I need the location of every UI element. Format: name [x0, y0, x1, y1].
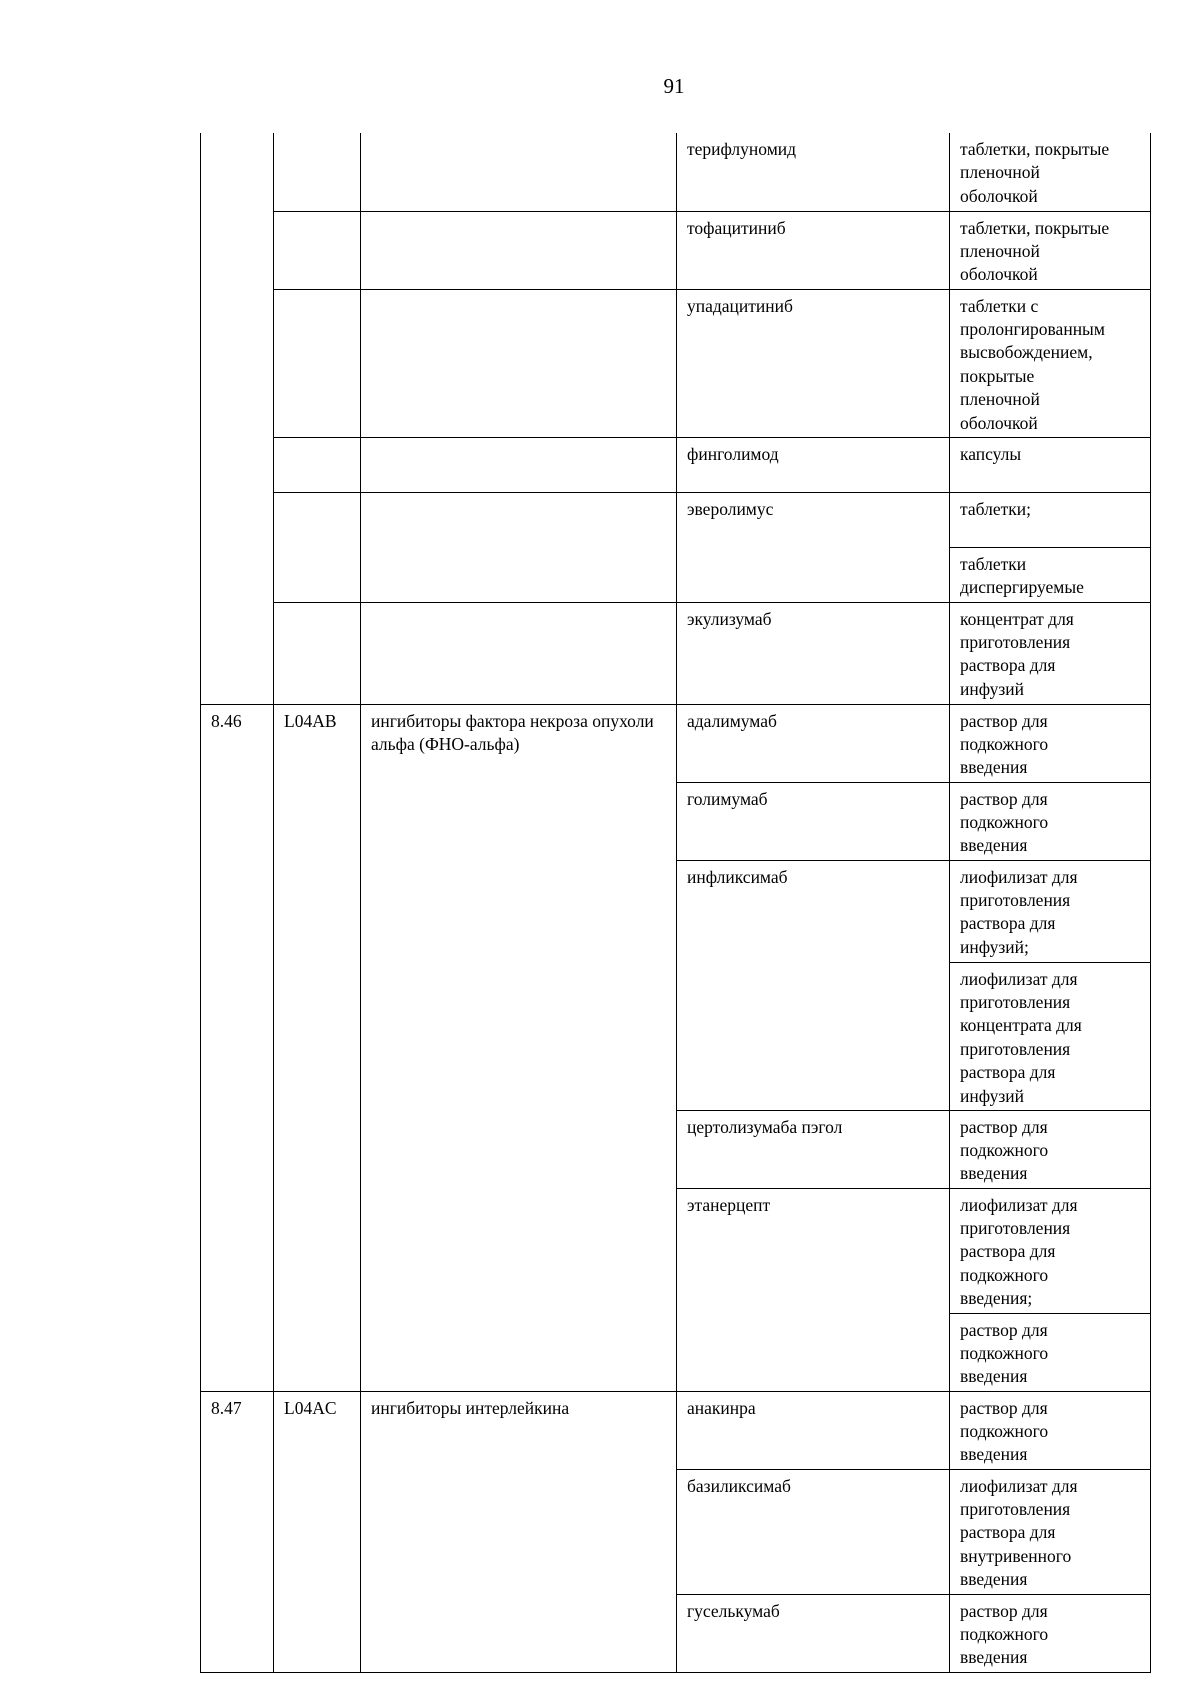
drug-name-cell: гуселькумаб [677, 1594, 950, 1672]
drug-name-cell: эверолимус [677, 492, 950, 602]
drug-name-cell: цертолизумаба пэгол [677, 1110, 950, 1188]
group-name-cell: ингибиторы фактора некроза опухоли альфа (ФНО-альфа) [361, 704, 677, 1391]
atc-code-cell [274, 133, 361, 211]
dosage-form-cell: таблетки диспергируемые [950, 547, 1151, 602]
group-name-cell: ингибиторы интерлейкина [361, 1391, 677, 1672]
atc-code-cell [274, 211, 361, 289]
group-number-cell: 8.47 [201, 1391, 274, 1672]
atc-code-cell: L04AB [274, 704, 361, 1391]
dosage-form-cell: таблетки, покрытые пленочной оболочкой [950, 211, 1151, 289]
dosage-form-cell: лиофилизат для приготовления концентрата для приготовления раствора для инфузий [950, 962, 1151, 1110]
group-number-cell [201, 133, 274, 704]
dosage-form-cell: лиофилизат для приготовления раствора для инфузий; [950, 860, 1151, 962]
atc-code-cell: L04AC [274, 1391, 361, 1672]
dosage-form-cell: раствор для подкожного введения [950, 1594, 1151, 1672]
dosage-form-cell: таблетки, покрытые пленочной оболочкой [950, 133, 1151, 211]
table-row [201, 211, 1151, 289]
group-name-cell [361, 437, 677, 492]
drug-name-cell: инфликсимаб [677, 860, 950, 1110]
group-name-cell [361, 289, 677, 437]
drug-name-cell: экулизумаб [677, 602, 950, 704]
drug-name-cell: тофацитиниб [677, 211, 950, 289]
group-name-cell [361, 133, 677, 211]
dosage-form-cell: раствор для подкожного введения [950, 1391, 1151, 1469]
dosage-form-cell: концентрат для приготовления раствора для инфузий [950, 602, 1151, 704]
drug-name-cell: этанерцепт [677, 1188, 950, 1391]
table-row [201, 437, 1151, 492]
dosage-form-cell: раствор для подкожного введения [950, 1110, 1151, 1188]
dosage-form-cell: лиофилизат для приготовления раствора для внутривенного введения [950, 1469, 1151, 1594]
drug-name-cell: упадацитиниб [677, 289, 950, 437]
table-row [201, 289, 1151, 437]
dosage-form-cell: лиофилизат для приготовления раствора для подкожного введения; [950, 1188, 1151, 1313]
drug-name-cell: терифлуномид [677, 133, 950, 211]
table-row [201, 133, 1151, 211]
dosage-form-cell: таблетки; [950, 492, 1151, 547]
dosage-form-cell: капсулы [950, 437, 1151, 492]
drug-name-cell: адалимумаб [677, 704, 950, 782]
table-row [201, 492, 1151, 547]
drug-name-cell: финголимод [677, 437, 950, 492]
page-number: 91 [663, 74, 685, 98]
atc-code-cell [274, 492, 361, 602]
group-name-cell [361, 492, 677, 602]
table-row [201, 704, 1151, 782]
drug-name-cell: анакинра [677, 1391, 950, 1469]
drug-name-cell: базиликсимаб [677, 1469, 950, 1594]
table-row [201, 602, 1151, 704]
table-row [201, 1391, 1151, 1469]
dosage-form-cell: раствор для подкожного введения [950, 782, 1151, 860]
group-name-cell [361, 602, 677, 704]
atc-code-cell [274, 602, 361, 704]
dosage-form-cell: раствор для подкожного введения [950, 1313, 1151, 1391]
dosage-form-cell: раствор для подкожного введения [950, 704, 1151, 782]
atc-code-cell [274, 437, 361, 492]
group-number-cell: 8.46 [201, 704, 274, 1391]
group-name-cell [361, 211, 677, 289]
drug-name-cell: голимумаб [677, 782, 950, 860]
dosage-form-cell: таблетки с пролонгированным высвобождением, покрытые пленочной оболочкой [950, 289, 1151, 437]
medication-table [200, 133, 1151, 1673]
atc-code-cell [274, 289, 361, 437]
